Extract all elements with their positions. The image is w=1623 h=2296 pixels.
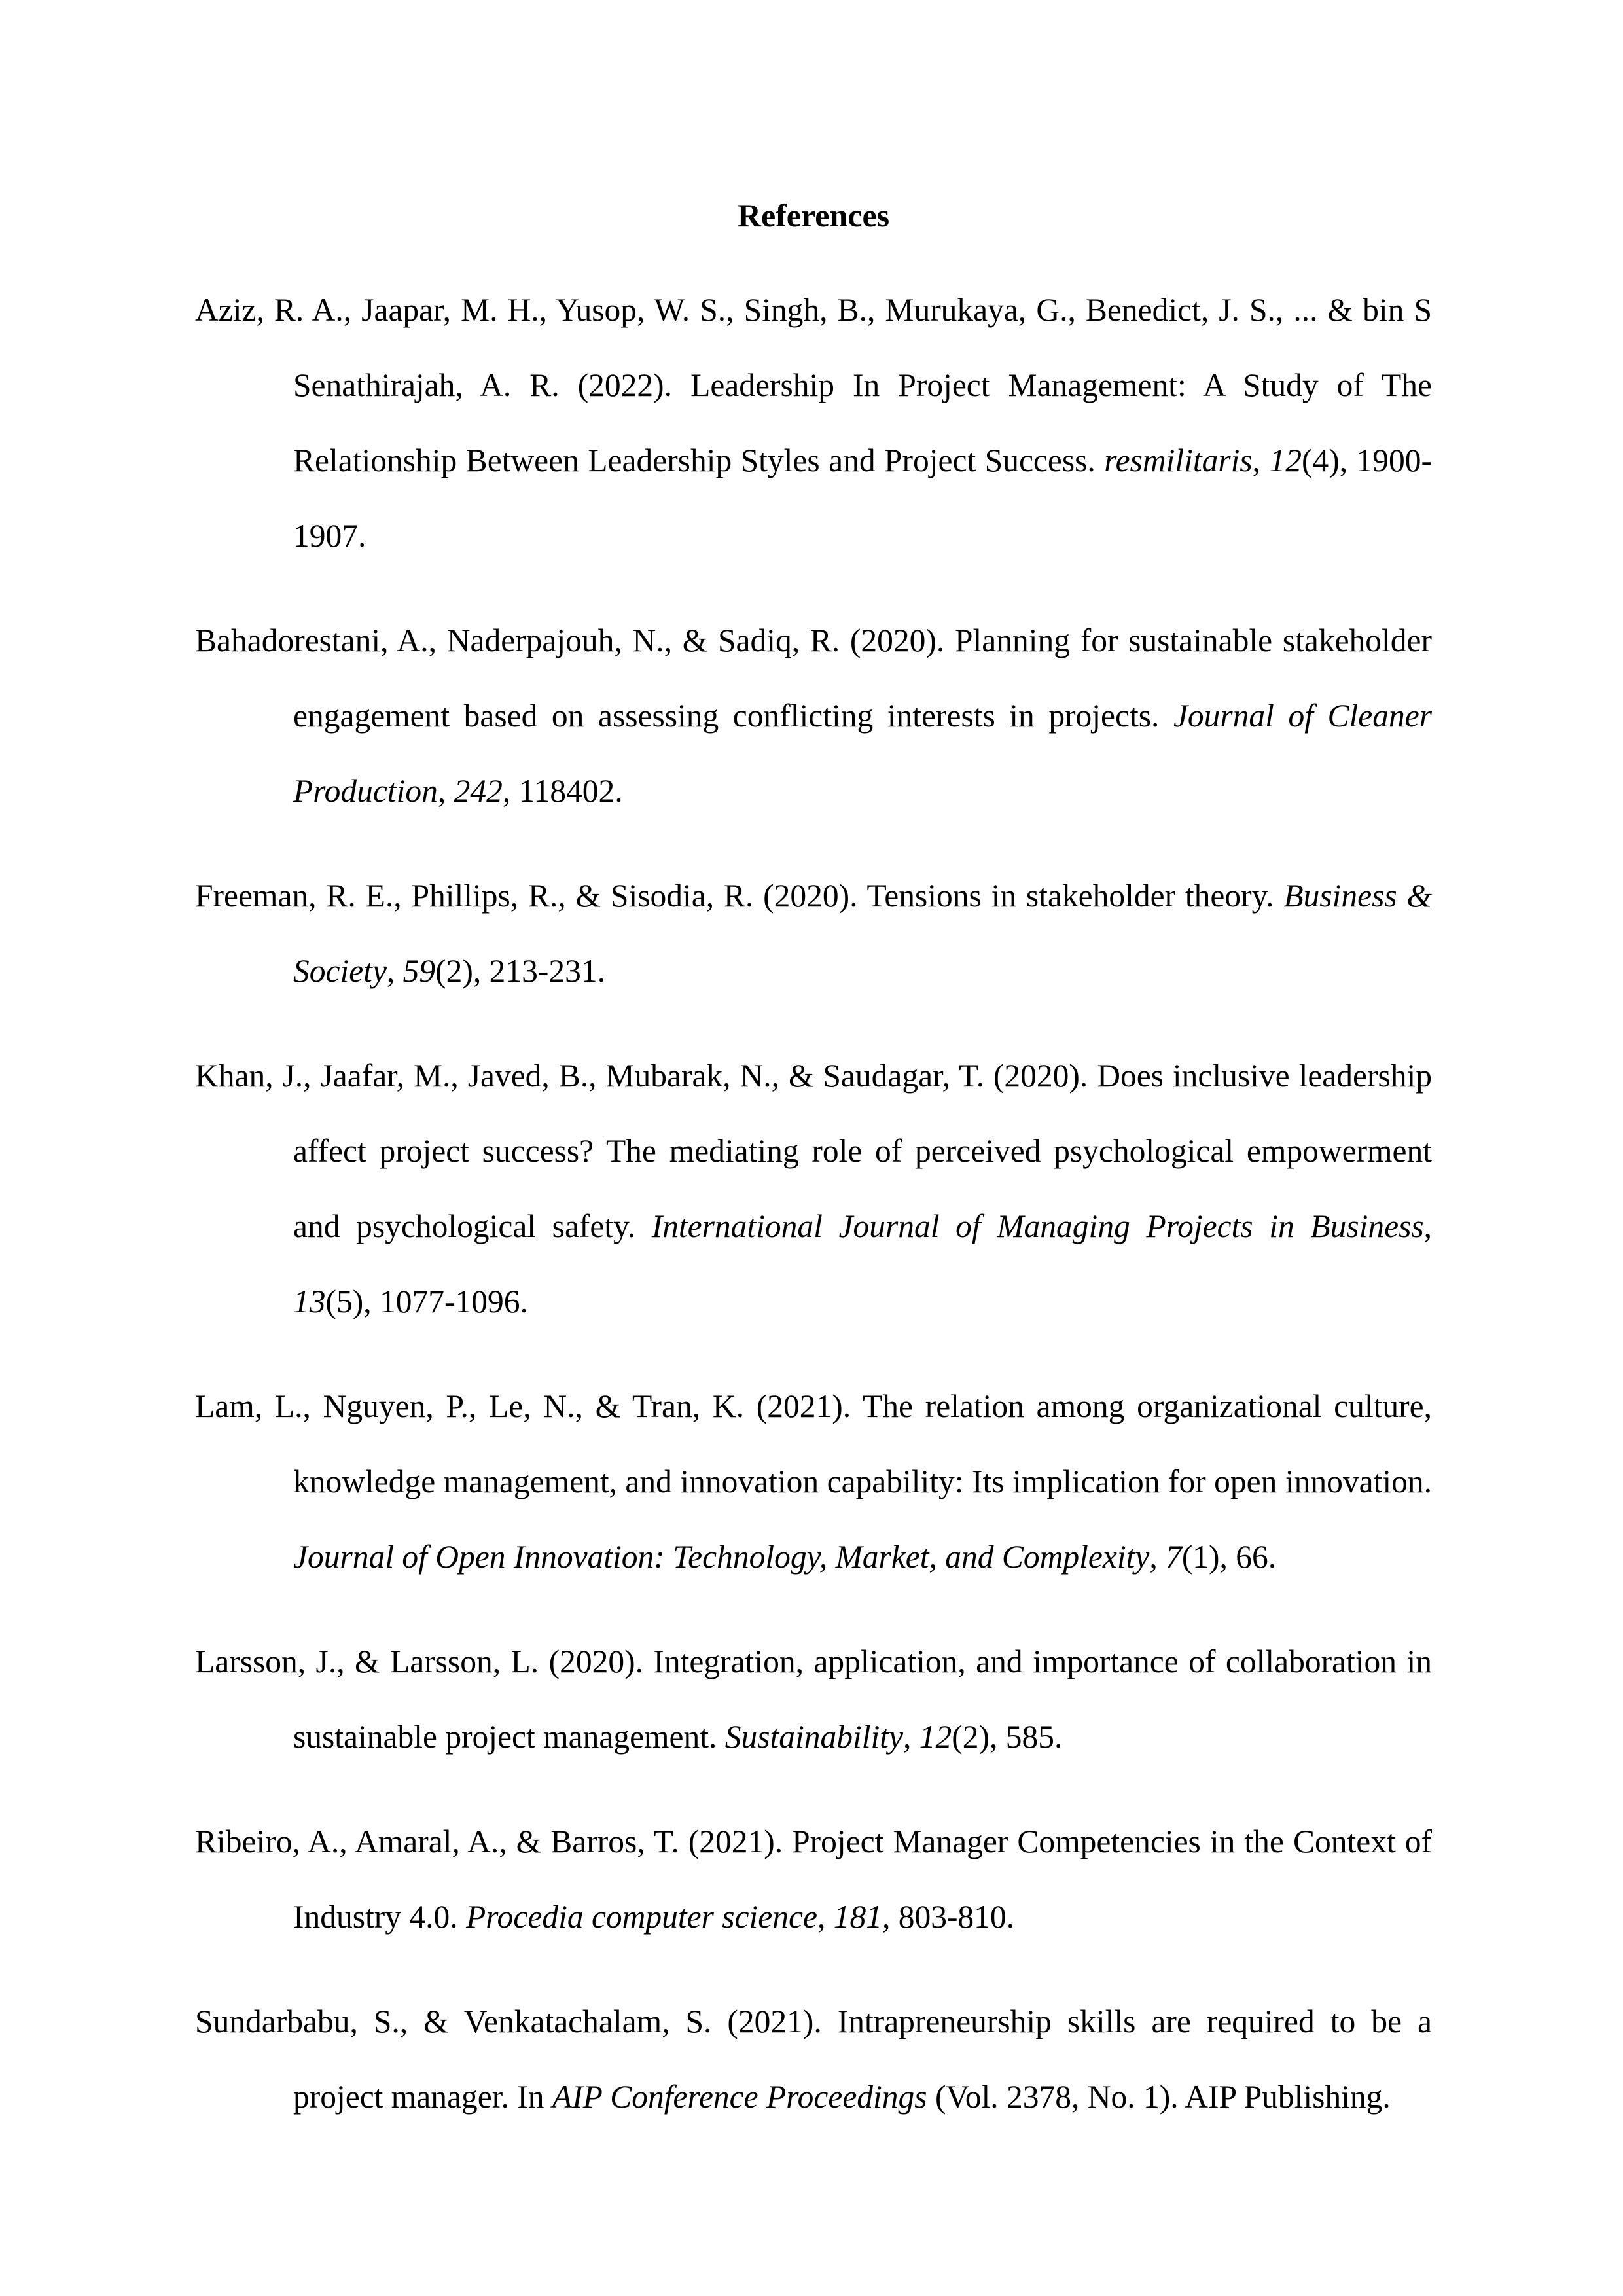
reference-italic-text: Journal of Open Innovation: Technology, Market, and Complexity bbox=[293, 1539, 1150, 1575]
reference-italic-text: Procedia computer science bbox=[465, 1899, 817, 1935]
references-list bbox=[195, 272, 1432, 2134]
reference-text: Freeman, R. E., Phillips, R., & Sisodia, R. (2020). Tensions in stakeholder theory. bbox=[195, 878, 1284, 914]
reference-text: , bbox=[903, 1719, 919, 1755]
reference-text: (2), 585. bbox=[952, 1719, 1063, 1755]
reference-entry bbox=[195, 1984, 1432, 2134]
reference-text: , bbox=[1423, 1208, 1432, 1244]
reference-entry bbox=[195, 603, 1432, 829]
reference-text: Larsson, J., & Larsson, L. (2020). Integration, application, and importance of collaboration in sustainable project management. bbox=[195, 1643, 1432, 1755]
reference-text: Aziz, R. A., Jaapar, M. H., Yusop, W. S., Singh, B., Murukaya, G., Benedict, J. S., ... & bin S Senathirajah, A. R. (2022). Leadership In Project Management: A Study of The Relationship Between Leadership Styles and Project Success. bbox=[195, 292, 1432, 478]
reference-text: , bbox=[1149, 1539, 1166, 1575]
reference-entry bbox=[195, 1038, 1432, 1339]
reference-text: (5), 1077-1096. bbox=[325, 1283, 528, 1319]
reference-italic-text: resmilitaris bbox=[1104, 442, 1253, 478]
reference-entry bbox=[195, 1624, 1432, 1774]
reference-entry bbox=[195, 272, 1432, 573]
reference-text: (2), 213-231. bbox=[435, 953, 605, 989]
reference-italic-text: 59 bbox=[402, 953, 436, 989]
reference-italic-text: Journal of Cleaner Production bbox=[293, 698, 1432, 809]
reference-italic-text: 12 bbox=[919, 1719, 952, 1755]
reference-italic-text: 12 bbox=[1269, 442, 1302, 478]
reference-text: Bahadorestani, A., Naderpajouh, N., & Sadiq, R. (2020). Planning for sustainable stakeholder engagement based on assessing conflicting interests in projects. bbox=[195, 622, 1432, 734]
reference-text: Khan, J., Jaafar, M., Javed, B., Mubarak, N., & Saudagar, T. (2020). Does inclusive leadership affect project success? The mediating role of perceived psychological empowerment and psychological safety. bbox=[195, 1058, 1432, 1244]
reference-entry bbox=[195, 858, 1432, 1009]
reference-entry bbox=[195, 1804, 1432, 1954]
reference-text: , 118402. bbox=[502, 773, 623, 809]
reference-italic-text: 7 bbox=[1166, 1539, 1182, 1575]
reference-text: (Vol. 2378, No. 1). AIP Publishing. bbox=[927, 2079, 1391, 2115]
reference-italic-text: 242 bbox=[454, 773, 503, 809]
reference-text: , 803-810. bbox=[882, 1899, 1015, 1935]
reference-text: Lam, L., Nguyen, P., Le, N., & Tran, K. (2021). The relation among organizational culture, knowledge management, and innovation capability: Its implication for open innovation. bbox=[195, 1388, 1432, 1499]
reference-text: Sundarbabu, S., & Venkatachalam, S. (2021). Intrapreneurship skills are required to be a project manager. In bbox=[195, 2003, 1432, 2115]
reference-text: , bbox=[817, 1899, 834, 1935]
reference-text: (4), 1900-1907. bbox=[293, 442, 1433, 554]
reference-text: , bbox=[437, 773, 454, 809]
page-content bbox=[195, 196, 1432, 2134]
reference-text: , bbox=[386, 953, 403, 989]
reference-italic-text: International Journal of Managing Projects in Business bbox=[651, 1208, 1424, 1244]
references-heading: References bbox=[737, 197, 890, 234]
reference-italic-text: Sustainability bbox=[724, 1719, 904, 1755]
reference-text: , bbox=[1252, 442, 1270, 478]
reference-text: Ribeiro, A., Amaral, A., & Barros, T. (2021). Project Manager Competencies in the Context of Industry 4.0. bbox=[195, 1823, 1432, 1935]
reference-text: (1), 66. bbox=[1181, 1539, 1277, 1575]
reference-italic-text: 13 bbox=[293, 1283, 326, 1319]
reference-italic-text: Business & Society bbox=[293, 878, 1432, 989]
reference-entry bbox=[195, 1369, 1432, 1594]
reference-italic-text: 181 bbox=[833, 1899, 882, 1935]
reference-italic-text: AIP Conference Proceedings bbox=[552, 2079, 927, 2115]
